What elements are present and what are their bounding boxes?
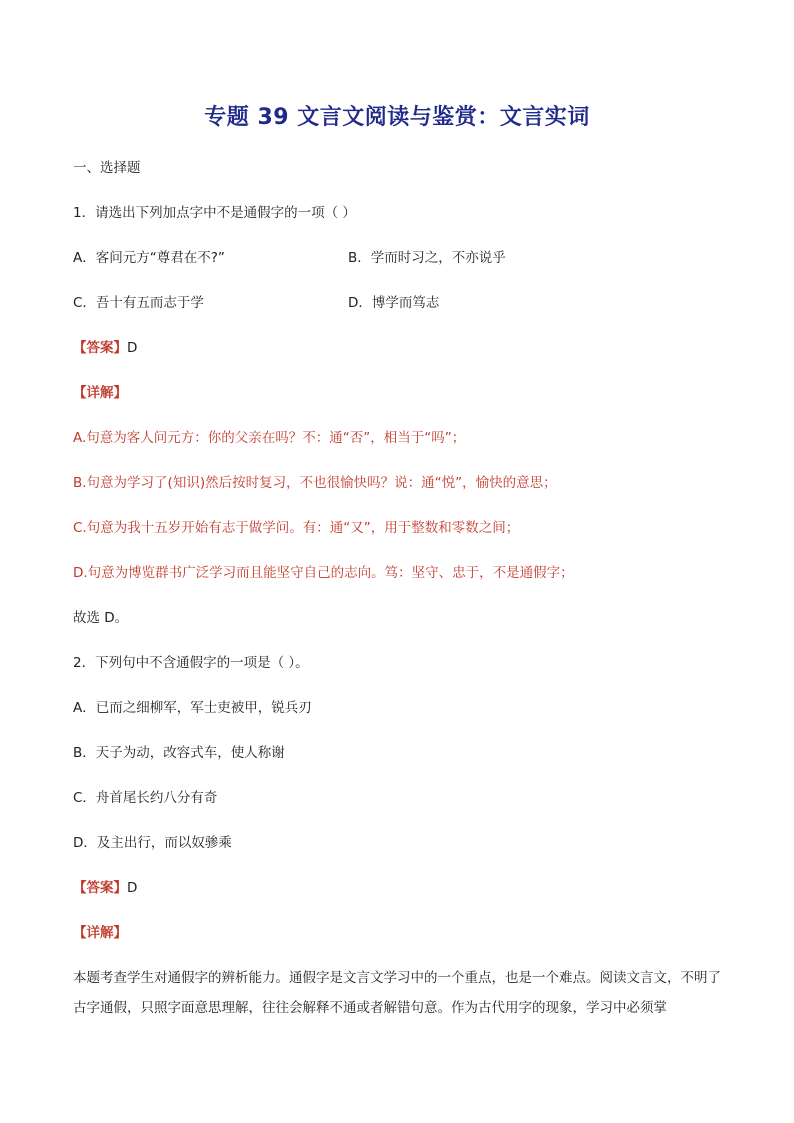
question-2-option-c: C．舟首尾长约八分有奇 [73,790,218,806]
question-1-option-a: A．客问元方“尊君在不?” [73,250,225,266]
question-1-option-c: C．吾十有五而志于学 [73,295,204,311]
question-2-answer [73,878,137,898]
section-heading: 一、选择题 [73,160,141,176]
question-1-detail-a: A.句意为客人问元方：你的父亲在吗？不：通“否”，相当于“吗”； [73,430,466,446]
answer-value: D [127,880,138,896]
question-1-stem: 1．请选出下列加点字中不是通假字的一项（ ） [73,205,356,221]
question-1-answer [73,338,137,358]
question-2-option-b: B．天子为动，改容式车，使人称谢 [73,745,285,761]
answer-value: D [127,340,138,356]
question-1-conclusion: 故选 D。 [73,610,129,626]
question-2-option-d: D．及主出行，而以奴骖乘 [73,835,232,851]
question-1-detail-d: D.句意为博览群书广泛学习而且能坚守自己的志向。笃：坚守、忠于，不是通假字； [73,565,574,581]
question-2-stem: 2．下列句中不含通假字的一项是（ ）。 [73,655,309,671]
question-2-option-a: A．已而之细柳军，军士吏被甲，锐兵刃 [73,700,312,716]
question-1-option-b: B．学而时习之，不亦说乎 [348,250,506,266]
answer-tag: 【答案】 [73,340,127,356]
answer-tag: 【答案】 [73,880,127,896]
question-1-detail-c: C.句意为我十五岁开始有志于做学问。有：通“又”，用于整数和零数之间； [73,520,520,536]
question-1-detail-b: B.句意为学习了(知识)然后按时复习，不也很愉快吗？说：通“悦”，愉快的意思； [73,475,557,491]
question-1-option-d: D．博学而笃志 [348,295,440,311]
question-2-detail-tag: 【详解】 [73,925,127,941]
page-title: 专题 39 文言文阅读与鉴赏：文言实词 [204,105,590,130]
question-2-detail-paragraph: 本题考查学生对通假字的辨析能力。通假字是文言文学习中的一个重点，也是一个难点。阅读文言文，不明了古字通假，只照字面意思理解，往往会解释不通或者解错句意。作为古代用字的现象，学习中必须掌 [73,970,721,1016]
question-1-detail-tag: 【详解】 [73,385,127,401]
